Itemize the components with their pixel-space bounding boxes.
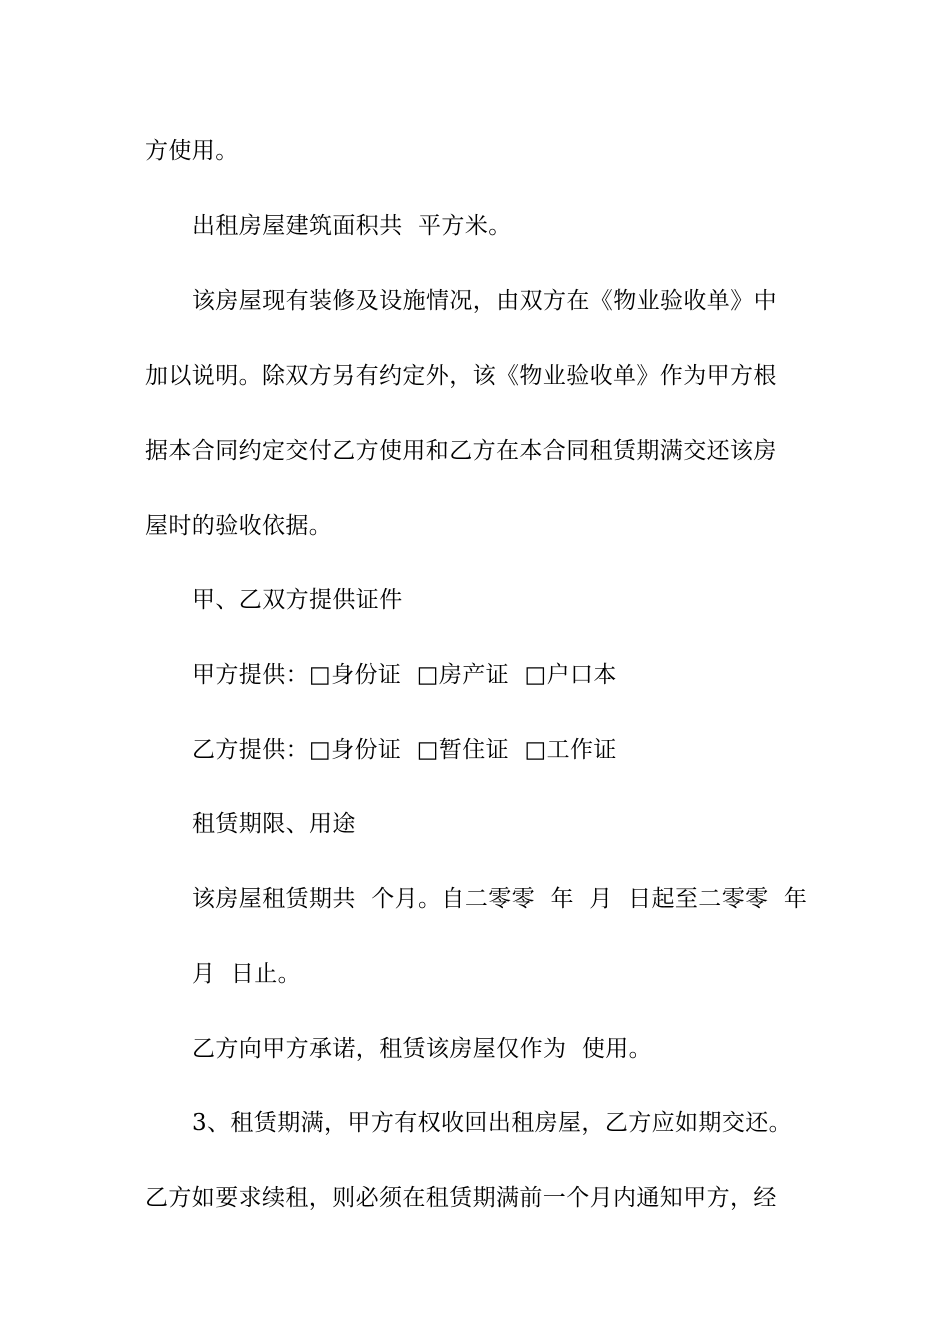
text-line: 3、租赁期满，甲方有权收回出租房屋，乙方应如期交还。	[192, 1110, 793, 1136]
text-line: 屋时的验收依据。	[145, 513, 333, 539]
text-line: 据本合同约定交付乙方使用和乙方在本合同租赁期满交还该房	[145, 438, 777, 464]
text-line: 甲、乙双方提供证件	[192, 587, 403, 613]
text-line: 方使用。	[145, 138, 239, 164]
text-line: 乙方向甲方承诺，租赁该房屋仅作为 使用。	[192, 1036, 653, 1062]
text-line: 月 日止。	[192, 961, 302, 987]
text-line: 该房屋现有装修及设施情况，由双方在《物业验收单》中	[192, 288, 777, 314]
text-line: 甲方提供：□身份证 □房产证 □户口本	[192, 662, 617, 688]
text-line: 乙方如要求续租，则必须在租赁期满前一个月内通知甲方，经	[145, 1185, 777, 1211]
text-line: 乙方提供：□身份证 □暂住证 □工作证	[192, 737, 617, 763]
text-line: 该房屋租赁期共 个月。自二零零 年 月 日起至二零零 年	[192, 886, 808, 912]
text-line: 出租房屋建筑面积共 平方米。	[192, 213, 512, 239]
text-line: 加以说明。除双方另有约定外，该《物业验收单》作为甲方根	[145, 363, 777, 389]
text-line: 租赁期限、用途	[192, 811, 356, 837]
